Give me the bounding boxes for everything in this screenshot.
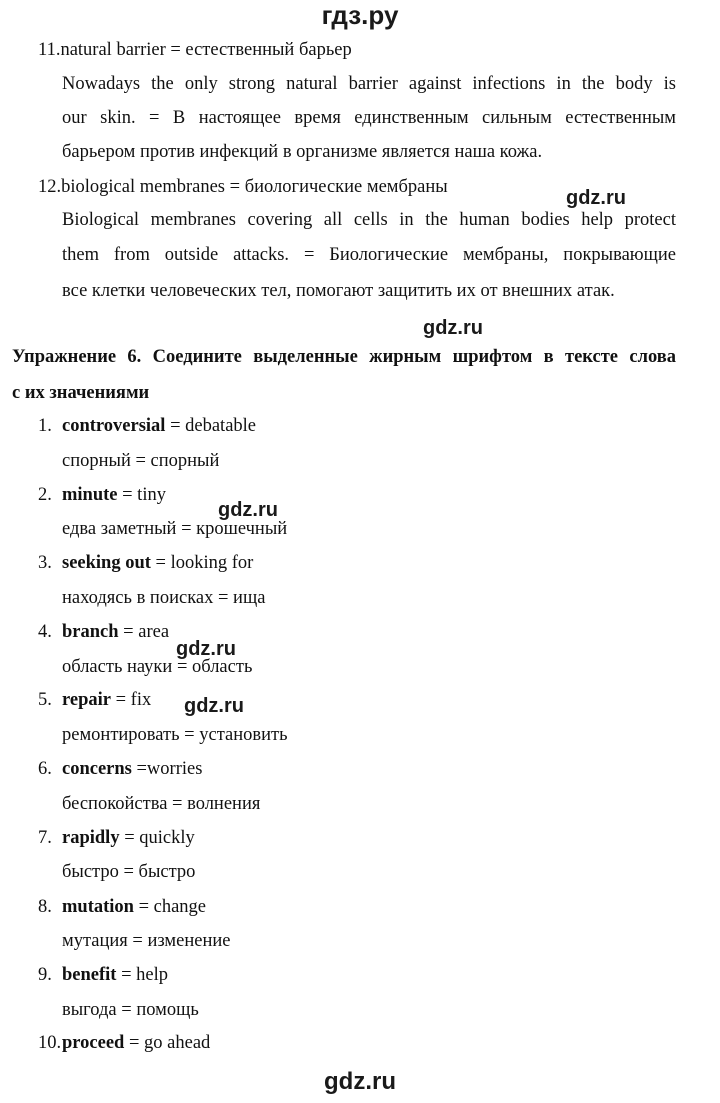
exercise-heading-continued: с их значениями: [12, 383, 150, 403]
item-word: concerns: [62, 759, 132, 779]
item-meaning: = fix: [110, 690, 152, 710]
exercise-item-7: [38, 826, 195, 850]
item-word: benefit: [62, 965, 117, 985]
exercise-item-6: [38, 757, 202, 781]
exercise-item-10: [38, 1031, 210, 1055]
item-number: 6.: [38, 759, 52, 779]
item-number: 2.: [38, 485, 52, 505]
item-meaning: = go ahead: [124, 1033, 211, 1053]
exercise-item-5-translation: ремонтировать = установить: [62, 725, 288, 745]
item-meaning: = tiny: [117, 485, 166, 505]
exercise-item-3: [38, 551, 253, 575]
gdz-watermark: gdz.ru: [176, 638, 236, 660]
exercise-item-1-translation: спорный = спорный: [62, 451, 220, 471]
item-number: 7.: [38, 828, 52, 848]
term-text: natural barrier = естественный барьер: [60, 40, 352, 60]
gdz-watermark: gdz.ru: [566, 187, 626, 209]
term-12-line-1: Biological membranes covering all cells in the human bodies help protect: [62, 210, 676, 230]
item-word: mutation: [62, 897, 134, 917]
exercise-heading: Упражнение 6. Соедините выделенные жирным шрифтом в тексте слова: [12, 347, 676, 367]
exercise-item-2: [38, 483, 166, 507]
item-meaning: = debatable: [165, 416, 257, 436]
gdz-watermark: gdz.ru: [423, 317, 483, 339]
exercise-item-8: [38, 895, 206, 919]
item-number: 1.: [38, 416, 52, 436]
term-12-line-2: them from outside attacks. = Биологические мембраны, покрывающие: [62, 245, 676, 265]
item-number: 8.: [38, 897, 52, 917]
term-text: biological membranes = биологические мембраны: [61, 177, 448, 197]
exercise-item-4-translation: область науки = область: [62, 657, 253, 677]
exercise-item-4: [38, 620, 169, 644]
item-number: 5.: [38, 690, 52, 710]
term-11-heading: [38, 38, 352, 62]
term-12-heading: [38, 175, 448, 199]
exercise-item-3-translation: находясь в поисках = ища: [62, 588, 266, 608]
exercise-item-9: [38, 963, 168, 987]
item-number: 10.: [38, 1033, 62, 1053]
term-11-line-2: our skin. = В настоящее время единственным сильным естественным: [62, 108, 676, 128]
item-word: branch: [62, 622, 119, 642]
item-meaning: = help: [116, 965, 169, 985]
item-meaning: = area: [118, 622, 170, 642]
exercise-item-2-translation: едва заметный = крошечный: [62, 519, 288, 539]
term-number: 12.: [38, 177, 62, 197]
item-meaning: = quickly: [119, 828, 195, 848]
site-logo-top: гдз.ру: [321, 0, 399, 30]
exercise-item-7-translation: быстро = быстро: [62, 862, 196, 882]
item-word: proceed: [62, 1033, 125, 1053]
item-meaning: = looking for: [150, 553, 254, 573]
term-11-line-3: барьером против инфекций в организме является наша кожа.: [62, 142, 543, 162]
gdz-watermark: gdz.ru: [218, 499, 278, 521]
item-word: repair: [62, 690, 111, 710]
item-meaning: = change: [133, 897, 207, 917]
item-word: rapidly: [62, 828, 120, 848]
exercise-item-8-translation: мутация = изменение: [62, 931, 231, 951]
site-logo-bottom: gdz.ru: [324, 1068, 396, 1095]
exercise-item-1: [38, 414, 256, 438]
term-number: 11.: [38, 40, 61, 60]
exercise-item-9-translation: выгода = помощь: [62, 1000, 199, 1020]
item-number: 9.: [38, 965, 52, 985]
item-word: minute: [62, 485, 118, 505]
item-word: seeking out: [62, 553, 151, 573]
exercise-item-5: [38, 688, 151, 712]
item-word: controversial: [62, 416, 166, 436]
item-number: 3.: [38, 553, 52, 573]
item-meaning: =worries: [131, 759, 203, 779]
gdz-watermark: gdz.ru: [184, 695, 244, 717]
item-number: 4.: [38, 622, 52, 642]
term-12-line-3: все клетки человеческих тел, помогают защитить их от внешних атак.: [62, 281, 615, 301]
term-11-line-1: Nowadays the only strong natural barrier against infections in the body is: [62, 74, 676, 94]
exercise-item-6-translation: беспокойства = волнения: [62, 794, 261, 814]
